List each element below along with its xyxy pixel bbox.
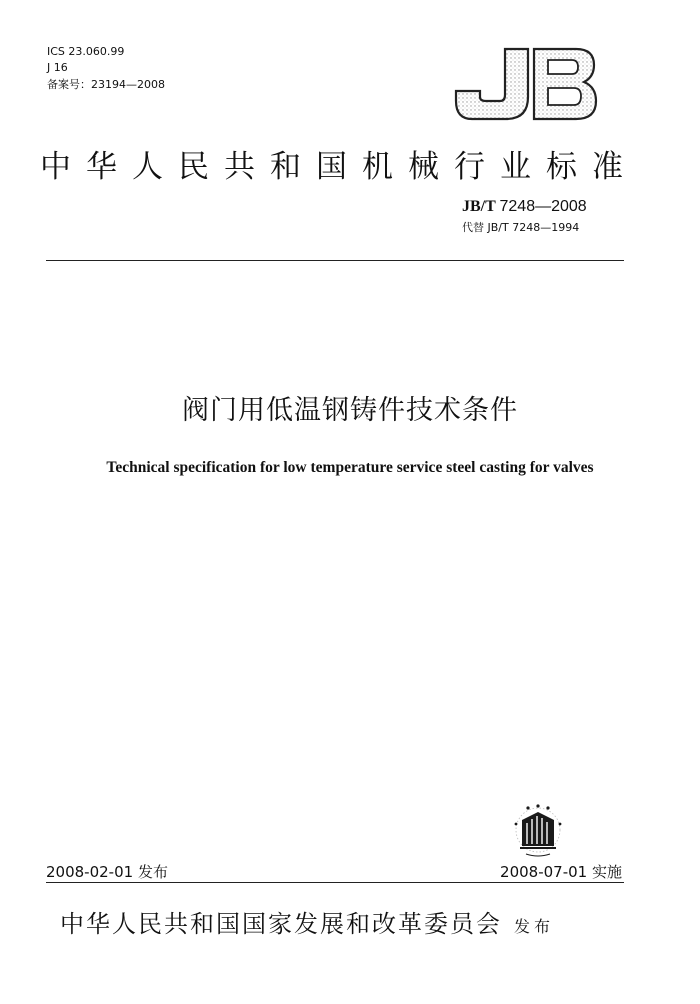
issuing-authority-suffix: 发布 xyxy=(514,917,555,936)
issue-date: 2008-02-01 发布 xyxy=(46,863,168,881)
industry-standard-title: 中华人民共和国机械行业标准 xyxy=(40,149,638,185)
publisher-emblem xyxy=(508,802,568,860)
top-divider xyxy=(46,260,624,261)
issuing-authority xyxy=(60,904,640,939)
issuing-authority-name: 中华人民共和国国家发展和改革委员会 xyxy=(60,910,502,938)
replaces-standard: 代替 JB/T 7248—1994 xyxy=(462,221,580,234)
implementation-date: 2008-07-01 实施 xyxy=(500,863,622,881)
bottom-divider xyxy=(46,882,624,883)
standard-number-prefix: JB/T xyxy=(462,198,500,215)
classification-code: J 16 xyxy=(47,61,68,74)
document-title-english: Technical specification for low temperature service steel casting for valves xyxy=(106,459,594,476)
document-title-chinese: 阀门用低温钢铸件技术条件 xyxy=(182,395,518,426)
jb-logo xyxy=(450,45,600,125)
standard-number xyxy=(462,198,587,216)
filing-number: 备案号：23194—2008 xyxy=(47,78,165,91)
ics-code: ICS 23.060.99 xyxy=(47,45,125,58)
standard-number-code: 7248—2008 xyxy=(499,198,587,215)
